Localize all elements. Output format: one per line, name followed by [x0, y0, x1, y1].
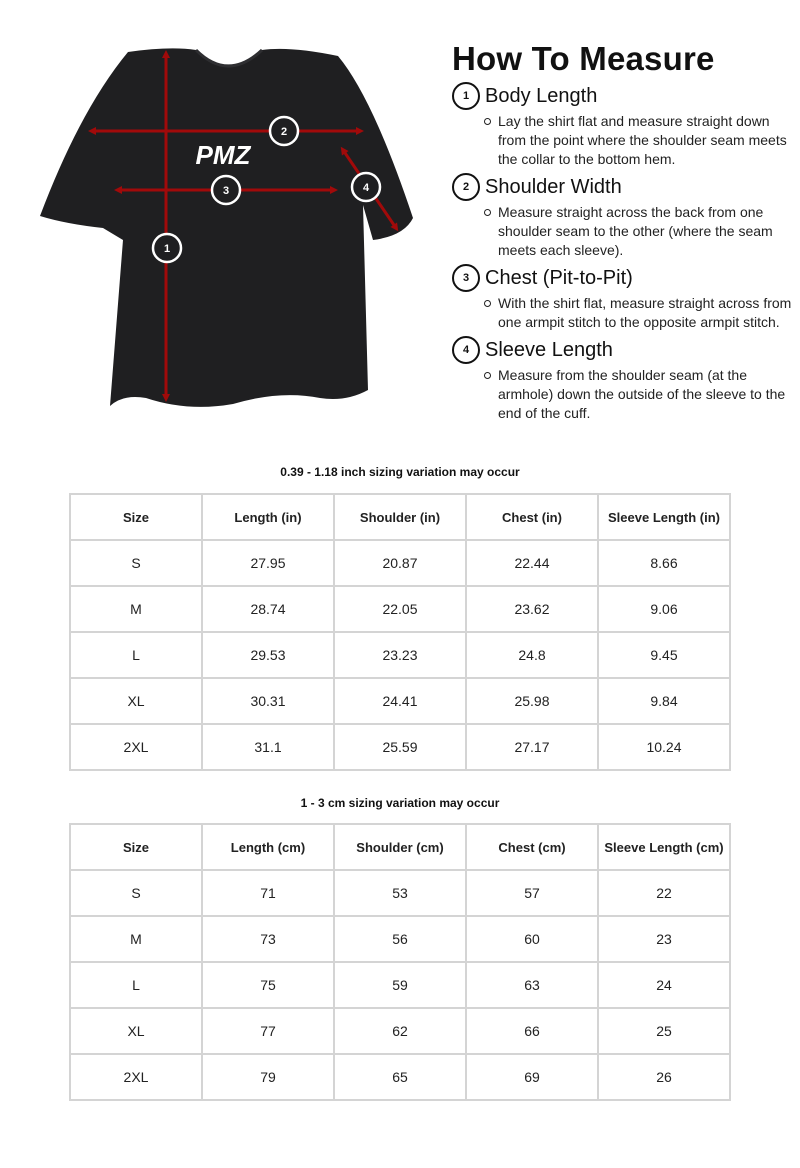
size-chart-inches: [69, 493, 731, 771]
table-cell: 66: [466, 1008, 598, 1054]
table-cell: 56: [334, 916, 466, 962]
svg-text:2: 2: [280, 126, 288, 138]
table-cell: 23.62: [466, 586, 598, 632]
svg-text:3: 3: [222, 185, 230, 197]
step-chest: [452, 264, 792, 332]
table-cell: 2XL: [70, 1054, 202, 1100]
table-cell: 22: [598, 870, 730, 916]
table-cell: 22.44: [466, 540, 598, 586]
table-cell: 23.23: [334, 632, 466, 678]
step-number-badge: 3: [452, 264, 480, 292]
table-header-row: [70, 824, 730, 870]
table-cell: 77: [202, 1008, 334, 1054]
table-cell: 60: [466, 916, 598, 962]
table-cell: 79: [202, 1054, 334, 1100]
table-cell: 9.45: [598, 632, 730, 678]
table-cell: 75: [202, 962, 334, 1008]
step-number-badge: 2: [452, 173, 480, 201]
step-description: Measure straight across the back from one shoulder seam to the other (where the seam meets each sleeve).: [482, 203, 792, 260]
table-cell: M: [70, 586, 202, 632]
table-cell: 2XL: [70, 724, 202, 770]
table-row: [70, 962, 730, 1008]
step-title: Chest (Pit-to-Pit): [485, 266, 633, 289]
table-cell: 71: [202, 870, 334, 916]
table-cell: 30.31: [202, 678, 334, 724]
table-row: [70, 540, 730, 586]
table-cell: L: [70, 632, 202, 678]
tshirt-measurement-figure: [28, 40, 428, 420]
step-title: Shoulder Width: [485, 175, 622, 198]
column-header: Size: [70, 494, 202, 540]
inch-variation-caption: 0.39 - 1.18 inch sizing variation may occur: [280, 465, 520, 479]
step-number-badge: 1: [452, 82, 480, 110]
column-header: Length (cm): [202, 824, 334, 870]
guide-title: How To Measure: [452, 40, 715, 77]
step-title: Body Length: [485, 84, 598, 107]
table-cell: 22.05: [334, 586, 466, 632]
table-row: [70, 724, 730, 770]
tshirt-shape: [40, 48, 413, 407]
table-cell: 20.87: [334, 540, 466, 586]
table-cell: 10.24: [598, 724, 730, 770]
table-row: [70, 678, 730, 724]
marker-1: [153, 234, 181, 262]
table-cell: 57: [466, 870, 598, 916]
marker-4: [352, 173, 380, 201]
brand-logo: PMZ: [195, 140, 251, 170]
table-cell: 53: [334, 870, 466, 916]
table-cell: 63: [466, 962, 598, 1008]
column-header: Sleeve Length (in): [598, 494, 730, 540]
table-cell: 26: [598, 1054, 730, 1100]
step-title: Sleeve Length: [485, 338, 613, 361]
cm-variation-caption: 1 - 3 cm sizing variation may occur: [300, 796, 500, 810]
table-cell: 65: [334, 1054, 466, 1100]
table-cell: 24.41: [334, 678, 466, 724]
marker-3: [212, 176, 240, 204]
table-cell: 25.59: [334, 724, 466, 770]
table-cell: 23: [598, 916, 730, 962]
table-cell: 8.66: [598, 540, 730, 586]
svg-text:4: 4: [362, 182, 370, 194]
step-description: With the shirt flat, measure straight across from one armpit stitch to the opposite armpit stitch.: [482, 294, 792, 332]
marker-2: [270, 117, 298, 145]
table-cell: S: [70, 540, 202, 586]
table-cell: 28.74: [202, 586, 334, 632]
table-cell: XL: [70, 678, 202, 724]
table-row: [70, 586, 730, 632]
column-header: Chest (in): [466, 494, 598, 540]
column-header: Chest (cm): [466, 824, 598, 870]
table-cell: 69: [466, 1054, 598, 1100]
table-cell: 24: [598, 962, 730, 1008]
table-row: [70, 916, 730, 962]
table-cell: 24.8: [466, 632, 598, 678]
step-body-length: [452, 82, 792, 169]
svg-text:1: 1: [163, 243, 171, 255]
step-shoulder-width: [452, 173, 792, 260]
step-number-badge: 4: [452, 336, 480, 364]
table-row: [70, 1054, 730, 1100]
step-description: Lay the shirt flat and measure straight down from the point where the shoulder seam meets the collar to the bottom hem.: [482, 112, 792, 169]
table-row: [70, 1008, 730, 1054]
step-description: Measure from the shoulder seam (at the armhole) down the outside of the sleeve to the end of the cuff.: [482, 366, 792, 423]
column-header: Size: [70, 824, 202, 870]
table-cell: XL: [70, 1008, 202, 1054]
table-cell: M: [70, 916, 202, 962]
step-sleeve-length: [452, 336, 792, 423]
table-cell: 29.53: [202, 632, 334, 678]
table-row: [70, 870, 730, 916]
table-row: [70, 632, 730, 678]
column-header: Shoulder (in): [334, 494, 466, 540]
table-cell: 25: [598, 1008, 730, 1054]
column-header: Shoulder (cm): [334, 824, 466, 870]
table-cell: S: [70, 870, 202, 916]
table-cell: 73: [202, 916, 334, 962]
how-to-measure-guide: [452, 40, 792, 427]
table-cell: 9.06: [598, 586, 730, 632]
table-header-row: [70, 494, 730, 540]
column-header: Sleeve Length (cm): [598, 824, 730, 870]
size-chart-cm: [69, 823, 731, 1101]
table-cell: 59: [334, 962, 466, 1008]
table-cell: 27.95: [202, 540, 334, 586]
table-cell: 62: [334, 1008, 466, 1054]
table-cell: 27.17: [466, 724, 598, 770]
table-cell: L: [70, 962, 202, 1008]
table-cell: 31.1: [202, 724, 334, 770]
table-cell: 9.84: [598, 678, 730, 724]
column-header: Length (in): [202, 494, 334, 540]
table-cell: 25.98: [466, 678, 598, 724]
